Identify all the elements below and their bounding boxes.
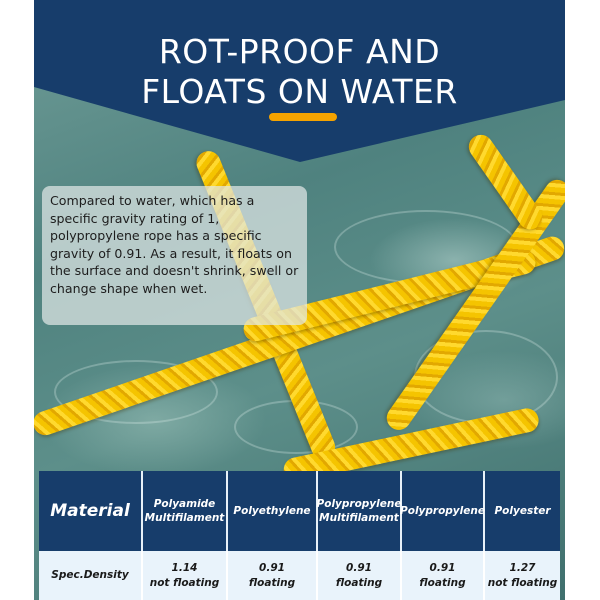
density-value: 0.91 bbox=[346, 561, 372, 574]
title-line-1: ROT-PROOF AND bbox=[158, 32, 441, 71]
density-cell bbox=[143, 551, 228, 600]
float-status: floating bbox=[335, 576, 383, 589]
header-cell-polyamide-multifilament bbox=[143, 471, 228, 551]
header-cell-material bbox=[39, 471, 143, 551]
float-status: floating bbox=[248, 576, 296, 589]
density-value: 1.14 bbox=[171, 561, 198, 574]
density-cell bbox=[318, 551, 402, 600]
page-title bbox=[34, 32, 565, 112]
header-cell-polyethylene bbox=[228, 471, 318, 551]
header-cell-polypropylene-multifilament bbox=[318, 471, 402, 551]
table-row bbox=[39, 551, 560, 600]
density-value: 0.91 bbox=[429, 561, 456, 574]
float-status: floating bbox=[419, 576, 466, 589]
column-name-sub: Multifilament bbox=[144, 512, 225, 524]
header-label: Material bbox=[50, 501, 130, 521]
density-cell bbox=[228, 551, 318, 600]
material-comparison-table bbox=[39, 471, 560, 600]
table-header-row bbox=[39, 471, 560, 551]
column-name: Polypropylene bbox=[400, 505, 485, 517]
column-name: Polyamide bbox=[153, 498, 216, 510]
density-cell bbox=[485, 551, 560, 600]
column-name: Polypropylene bbox=[316, 498, 402, 510]
float-status: not floating bbox=[487, 576, 558, 589]
density-cell bbox=[402, 551, 485, 600]
density-value: 1.27 bbox=[509, 561, 536, 574]
info-box bbox=[42, 186, 307, 325]
header-cell-polyester bbox=[485, 471, 560, 551]
product-infographic bbox=[34, 0, 565, 600]
row-label-cell bbox=[39, 551, 143, 600]
column-name: Polyester bbox=[494, 505, 551, 517]
float-status: not floating bbox=[149, 576, 220, 589]
column-name-sub: Multifilament bbox=[319, 512, 399, 524]
density-value: 0.91 bbox=[259, 561, 285, 574]
column-name: Polyethylene bbox=[233, 505, 311, 517]
header-cell-polypropylene bbox=[402, 471, 485, 551]
title-line-2: FLOATS ON WATER bbox=[141, 72, 458, 111]
row-label: Spec.Density bbox=[51, 569, 129, 581]
title-accent-bar bbox=[269, 113, 337, 121]
info-text: Compared to water, which has a specific gravity rating of 1, polypropylene rope has a specific gravity of 0.91. As a result, it floats on the surface and doesn't shrink, swell or change shape when wet. bbox=[50, 193, 299, 296]
